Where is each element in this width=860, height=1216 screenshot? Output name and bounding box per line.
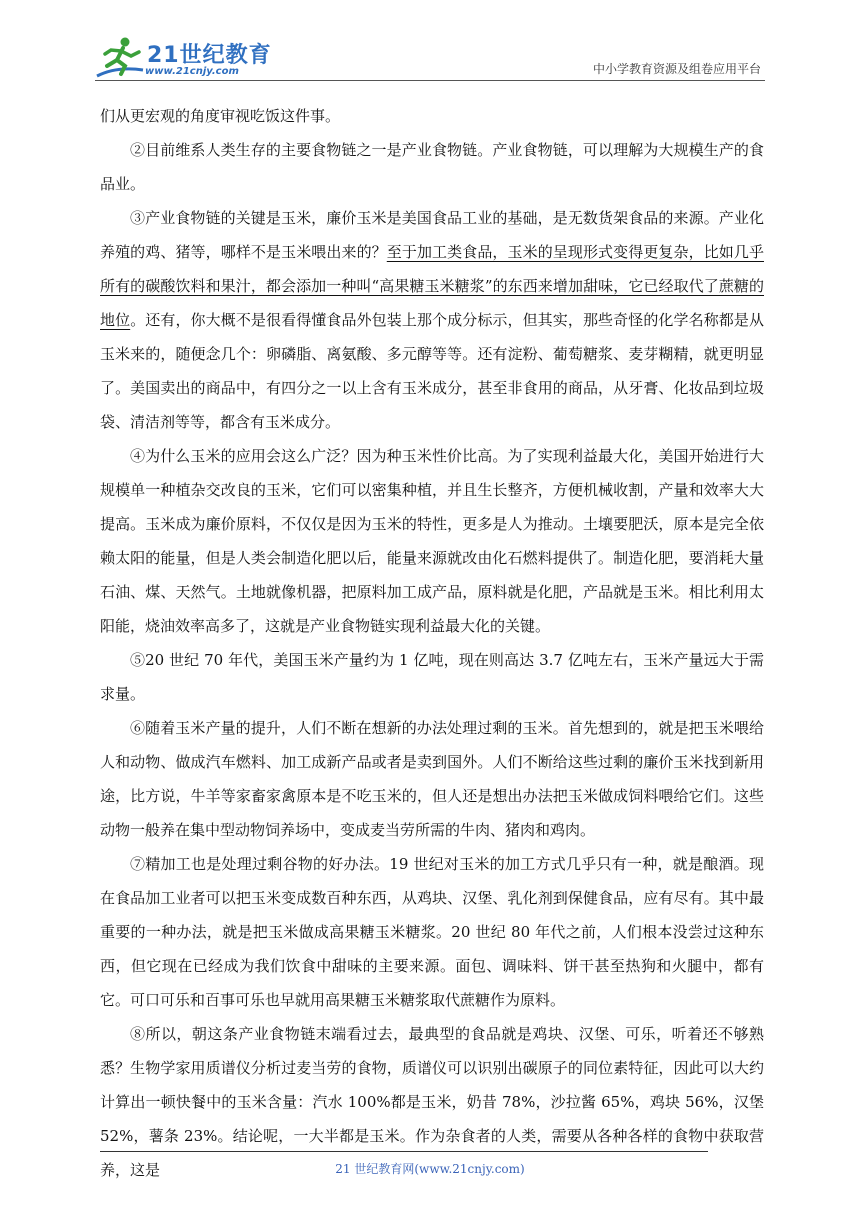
page-header xyxy=(95,30,765,86)
runner-logo-icon xyxy=(95,36,145,80)
paragraph-3-rest: 。还有，你大概不是很看得懂食品外包装上那个成分标示，但其实，那些奇怪的化学名称都是从玉米来的，随便念几个：卵磷脂、离氨酸、多元醇等等。还有淀粉、葡萄糖浆、麦芽糊精，就更明显了。美国卖出的商品中，有四分之一以上含有玉米成分，甚至非食用的商品，从牙膏、化妆品到垃圾袋、清洁剂等等，都含有玉米成分。 xyxy=(100,311,764,431)
paragraph-8: ⑧所以，朝这条产业食物链末端看过去，最典型的食品就是鸡块、汉堡、可乐，听着还不够熟悉？生物学家用质谱仪分析过麦当劳的食物，质谱仪可以识别出碳原子的同位素特征，因此可以大约计算出一顿快餐中的玉米含量：汽水 100%都是玉米，奶昔 78%，沙拉酱 65%，鸡块 56%，汉堡 52%，薯条 23%。结论呢，一大半都是玉米。作为杂食者的人类，需要从各种各样的食物中获取营养，这是 xyxy=(100,1025,764,1179)
paragraph-7: ⑦精加工也是处理过剩谷物的好办法。19 世纪对玉米的加工方式几乎只有一种，就是酿酒。现在食品加工业者可以把玉米变成数百种东西，从鸡块、汉堡、乳化剂到保健食品，应有尽有。其中最重要的一种办法，就是把玉米做成高果糖玉米糖浆。20 世纪 80 年代之前，人们根本没尝过这种东西，但它现在已经成为我们饮食中甜味的主要来源。面包、调味料、饼干甚至热狗和火腿中，都有它。可口可乐和百事可乐也早就用高果糖玉米糖浆取代蔗糖作为原料。 xyxy=(100,855,764,1009)
paragraph-2: ②目前维系人类生存的主要食物链之一是产业食物链。产业食物链，可以理解为大规模生产的食品业。 xyxy=(100,141,764,193)
paragraph-4: ④为什么玉米的应用会这么广泛？因为种玉米性价比高。为了实现利益最大化，美国开始进行大规模单一种植杂交改良的玉米，它们可以密集种植，并且生长整齐，方便机械收割，产量和效率大大提高。玉米成为廉价原料，不仅仅是因为玉米的特性，更多是人为推动。土壤要肥沃，原本是完全依赖太阳的能量，但是人类会制造化肥以后，能量来源就改由化石燃料提供了。制造化肥，要消耗大量石油、煤、天然气。土地就像机器，把原料加工成产品，原料就是化肥，产品就是玉米。相比利用太阳能，烧油效率高多了，这就是产业食物链实现利益最大化的关键。 xyxy=(100,447,764,635)
underlined-sentence: 至于加工类食品，玉米的呈现形式变得更复杂，比如几乎所有的碳酸饮料和果汁，都会添加一种叫“高果糖玉米糖浆”的东西来增加甜味，它已经取代了蔗糖的地位 xyxy=(100,243,764,329)
page-footer[interactable]: 21 世纪教育网(www.21cnjy.com) xyxy=(335,1162,525,1176)
paragraph-5: ⑤20 世纪 70 年代，美国玉米产量约为 1 亿吨，现在则高达 3.7 亿吨左右，玉米产量远大于需求量。 xyxy=(100,651,764,703)
header-divider xyxy=(95,80,765,81)
paragraph-6: ⑥随着玉米产量的提升，人们不断在想新的办法处理过剩的玉米。首先想到的，就是把玉米喂给人和动物、做成汽车燃料、加工成新产品或者是卖到国外。人们不断给这些过剩的廉价玉米找到新用途，比方说，牛羊等家畜家禽原本是不吃玉米的，但人还是想出办法把玉米做成饲料喂给它们。这些动物一般养在集中型动物饲养场中，变成麦当劳所需的牛肉、猪肉和鸡肉。 xyxy=(100,719,764,839)
paragraph-continued: 们从更宏观的角度审视吃饭这件事。 xyxy=(100,107,341,125)
logo-url: www.21cnjy.com xyxy=(145,66,239,77)
platform-name: 中小学教育资源及组卷应用平台 xyxy=(592,62,761,76)
paragraph-3 xyxy=(100,201,764,439)
site-logo[interactable] xyxy=(95,36,275,80)
footer-divider xyxy=(100,1151,708,1152)
paragraph-3-lead: ③产业食物链的关键是玉米，廉价玉米是美国食品工业的基础，是无数货架食品的来源。产业化养殖的鸡、猪等，哪样不是玉米喂出来的？ xyxy=(100,209,764,261)
logo-title: 21世纪教育 xyxy=(147,43,272,68)
article-body xyxy=(100,99,764,1187)
